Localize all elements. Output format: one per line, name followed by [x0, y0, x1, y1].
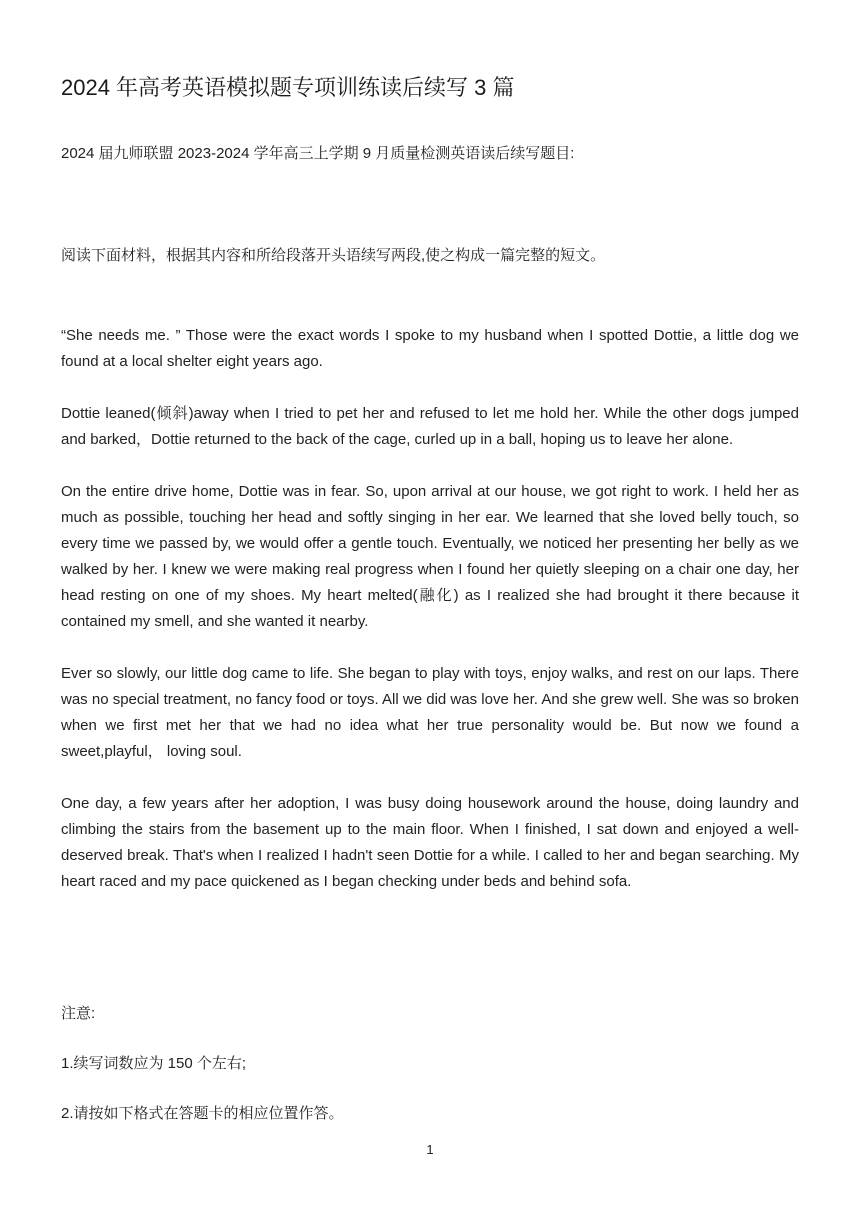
document-title: 2024 年高考英语模拟题专项训练读后续写 3 篇 [61, 75, 515, 100]
notes-label: 注意: [61, 1005, 96, 1022]
notes-section [61, 1002, 801, 1152]
story-paragraph-5: One day, a few years after her adoption, I was busy doing housework around the house, doing laundry and climbing the stairs from the basement up to the main floor. When I finished, I sat down and enjoyed a well-deserved break. That's when I realized I hadn't seen Dottie for a while. I called to her and began searching. My heart raced and my pace quickened as I began checking under beds and behind sofa. [61, 795, 799, 890]
note-item-1: 1.续写词数应为 150 个左右; [61, 1055, 247, 1072]
page-number: 1 [426, 1142, 434, 1157]
story-paragraph-2: Dottie leaned(倾斜)away when I tried to pet her and refused to let me hold her. While the other dogs jumped and barked，Dottie returned to the back of the cage, curled up in a ball, hoping us to leave her alone. [61, 405, 799, 448]
exam-source-line: 2024 届九师联盟 2023-2024 学年高三上学期 9 月质量检测英语读后续写题目: [61, 145, 575, 162]
story-paragraph-1: “She needs me. ” Those were the exact words I spoke to my husband when I spotted Dottie, a little dog we found at a local shelter eight years ago. [61, 327, 799, 370]
story-passage [61, 323, 799, 921]
note-item-2: 2.请按如下格式在答题卡的相应位置作答。 [61, 1105, 344, 1122]
task-instruction: 阅读下面材料，根据其内容和所给段落开头语续写两段,使之构成一篇完整的短文。 [61, 247, 606, 264]
story-paragraph-3: On the entire drive home, Dottie was in fear. So, upon arrival at our house, we got right to work. I held her as much as possible, touching her head and softly singing in her ear. We learned that she loved belly touch, so every time we passed by, we would offer a gentle touch. Eventually, we noticed her presenting her belly as we walked by her. I knew we were making real progress when I found her quietly sleeping on a chair one day, her head resting on one of my shoes. My heart melted(融化) as I realized she had brought it there because it contained my smell, and she wanted it nearby. [61, 483, 799, 630]
story-paragraph-4: Ever so slowly, our little dog came to life. She began to play with toys, enjoy walks, and rest on our laps. There was no special treatment, no fancy food or toys. All we did was love her. And she grew well. She was so broken when we first met her that we had no idea what her true personality would be. But now we found a sweet,playful， loving soul. [61, 665, 799, 760]
